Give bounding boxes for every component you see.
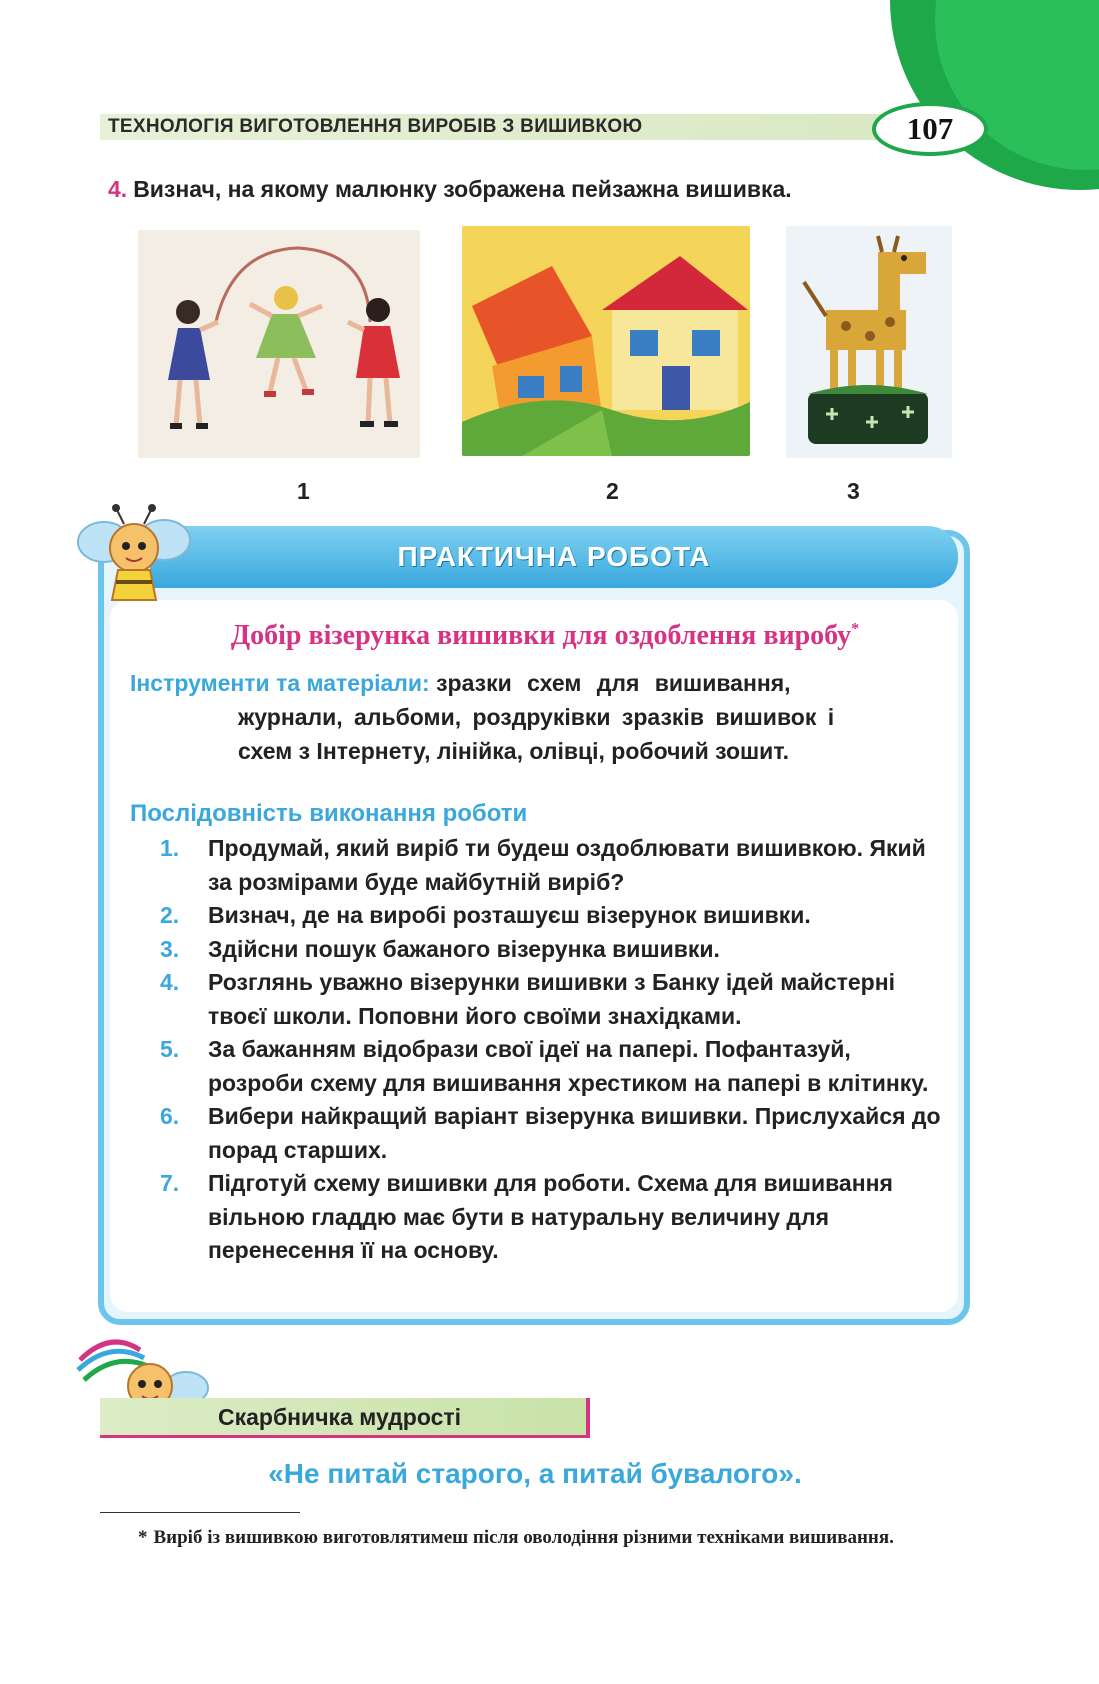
step-text: Вибери найкращий варіант візерунка вишивки. Прислухайся до порад старших.	[208, 1103, 941, 1163]
list-item	[160, 832, 946, 899]
task-number: 4.	[108, 176, 128, 202]
picture-3-label: 3	[847, 478, 860, 504]
practical-work-subtitle	[150, 620, 940, 652]
steps-list	[160, 832, 946, 1268]
house-landscape-embroidery-icon	[462, 226, 750, 456]
footnote-text: Виріб із вишивкою виготовлятимеш після оволодіння різними техніками вишивання.	[153, 1527, 894, 1548]
tools-line-1	[130, 666, 946, 700]
step-number: 5.	[160, 1036, 180, 1062]
wisdom-quote: «Не питай старого, а питай бувалого».	[268, 1458, 802, 1489]
page-number: 107	[872, 102, 988, 156]
footnote-marker: *	[851, 620, 860, 638]
giraffe-embroidery-icon	[786, 226, 952, 458]
step-number: 7.	[160, 1170, 180, 1196]
girls-jumping-rope-embroidery-icon	[138, 230, 420, 458]
list-item	[160, 966, 946, 1033]
footnote-mark: *	[138, 1527, 148, 1548]
step-text: За бажанням відобрази свої ідеї на папері. Пофантазуй, розроби схему для вишивання хрестиком на папері в клітинку.	[208, 1036, 929, 1096]
step-text: Здійсни пошук бажаного візерунка вишивки.	[208, 935, 720, 962]
picture-2	[462, 226, 750, 456]
step-number: 4.	[160, 969, 180, 995]
step-text: Підготуй схему вишивки для роботи. Схема для вишивання вільною гладдю має бути в натуральну величину для перенесення її на основу.	[208, 1170, 893, 1263]
list-item	[160, 1100, 946, 1167]
step-number: 2.	[160, 902, 180, 928]
tools-text-1: зразки схем для вишивання,	[436, 670, 791, 696]
subtitle-text: Добір візерунка вишивки для оздоблення виробу	[230, 620, 852, 651]
tools-line-3: схем з Інтернету, лінійка, олівці, робочий зошит.	[238, 738, 789, 764]
tools-line-2: журнали, альбоми, роздруківки зразків вишивок і	[238, 704, 835, 730]
step-text: Продумай, який виріб ти будеш оздоблювати вишивкою. Який за розмірами буде майбутній виріб?	[208, 835, 926, 895]
step-number: 3.	[160, 935, 180, 962]
task-text: Визнач, на якому малюнку зображена пейзажна вишивка.	[133, 176, 792, 202]
picture-1-label: 1	[297, 478, 310, 504]
picture-3	[786, 226, 952, 458]
practical-work-title: ПРАКТИЧНА РОБОТА	[397, 541, 711, 572]
tools-and-materials	[130, 666, 946, 768]
step-text: Визнач, де на виробі розташуєш візерунок вишивки.	[208, 902, 811, 928]
footnote	[100, 1524, 970, 1552]
list-item	[160, 933, 946, 967]
practical-work-banner	[150, 526, 958, 588]
sequence-title: Послідовність виконання роботи	[130, 800, 528, 827]
footnote-divider	[100, 1512, 300, 1513]
bee-mascot-icon	[72, 500, 202, 610]
list-item	[160, 899, 946, 933]
chapter-title: ТЕХНОЛОГІЯ ВИГОТОВЛЕННЯ ВИРОБІВ З ВИШИВКОЮ	[108, 116, 643, 137]
list-item	[160, 1167, 946, 1268]
picture-1	[138, 230, 420, 458]
step-text: Розглянь уважно візерунки вишивки з Банку ідей майстерні твоєї школи. Поповни його своїми знахідками.	[208, 969, 896, 1029]
step-number: 6.	[160, 1103, 180, 1129]
wisdom-title: Скарбничка мудрості	[218, 1404, 462, 1430]
tools-label: Інструменти та матеріали:	[130, 670, 430, 696]
list-item	[160, 1033, 946, 1100]
picture-2-label: 2	[606, 478, 619, 504]
task-question	[108, 176, 792, 203]
step-number: 1.	[160, 835, 180, 861]
